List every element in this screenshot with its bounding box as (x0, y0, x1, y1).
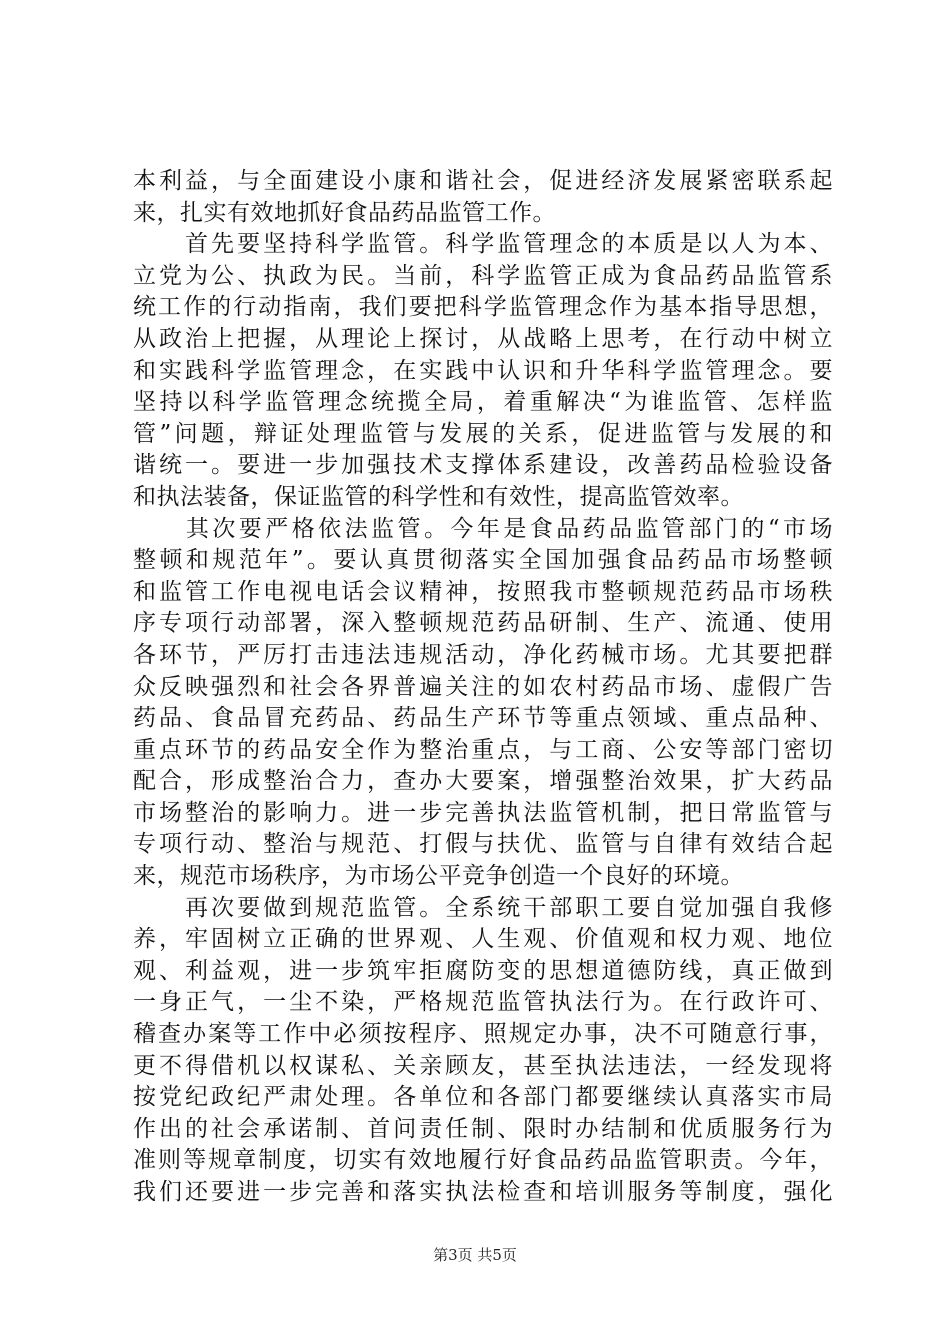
text-line: 养，牢固树立正确的世界观、人生观、价值观和权力观、地位 (133, 926, 833, 953)
text-line: 市场整治的影响力。进一步完善执法监管机制，把日常监管与 (133, 799, 833, 826)
text-line: 整顿和规范年”。要认真贯彻落实全国加强食品药品市场整顿 (133, 547, 833, 574)
text-line: 众反映强烈和社会各界普遍关注的如农村药品市场、虚假广告 (133, 673, 833, 700)
text-line: 专项行动、整治与规范、打假与扶优、监管与自律有效结合起 (133, 831, 833, 858)
text-line: 和实践科学监管理念，在实践中认识和升华科学监管理念。要 (133, 357, 833, 384)
text-line: 和监管工作电视电话会议精神，按照我市整顿规范药品市场秩 (133, 578, 833, 605)
text-line: 更不得借机以权谋私、关亲顾友，甚至执法违法，一经发现将 (133, 1052, 833, 1079)
text-line: 药品、食品冒充药品、药品生产环节等重点领域、重点品种、 (133, 705, 833, 732)
text-line: 本利益，与全面建设小康和谐社会，促进经济发展紧密联系起 (133, 168, 833, 194)
text-line: 从政治上把握，从理论上探讨，从战略上思考，在行动中树立 (133, 325, 833, 352)
text-line: 作出的社会承诺制、首问责任制、限时办结制和优质服务行为 (133, 1115, 833, 1142)
text-line: 序专项行动部署，深入整顿规范药品研制、生产、流通、使用 (133, 610, 833, 637)
text-line: 首先要坚持科学监管。科学监管理念的本质是以人为本、 (133, 231, 833, 258)
text-line: 坚持以科学监管理念统揽全局，着重解决“为谁监管、怎样监 (133, 389, 833, 416)
text-line: 立党为公、执政为民。当前，科学监管正成为食品药品监管系 (133, 262, 833, 289)
text-line: 各环节，严厉打击违法违规活动，净化药械市场。尤其要把群 (133, 641, 833, 668)
text-line: 再次要做到规范监管。全系统干部职工要自觉加强自我修 (133, 894, 833, 921)
text-line: 其次要严格依法监管。今年是食品药品监管部门的“市场 (133, 515, 833, 542)
text-line: 配合，形成整治合力，查办大要案，增强整治效果，扩大药品 (133, 768, 833, 795)
text-line: 按党纪政纪严肃处理。各单位和各部门都要继续认真落实市局 (133, 1084, 833, 1111)
text-line: 谐统一。要进一步加强技术支撑体系建设，改善药品检验设备 (133, 452, 833, 479)
text-line: 观、利益观，进一步筑牢拒腐防变的思想道德防线，真正做到 (133, 957, 833, 984)
text-line: 统工作的行动指南，我们要把科学监管理念作为基本指导思想， (133, 294, 833, 321)
text-line: 一身正气，一尘不染，严格规范监管执法行为。在行政许可、 (133, 989, 833, 1016)
document-body (133, 166, 833, 1209)
text-line: 准则等规章制度，切实有效地履行好食品药品监管职责。今年， (133, 1147, 833, 1174)
text-line: 来，扎实有效地抓好食品药品监管工作。 (133, 199, 556, 226)
text-line: 稽查办案等工作中必须按程序、照规定办事，决不可随意行事， (133, 1021, 833, 1048)
text-line: 和执法装备，保证监管的科学性和有效性，提高监管效率。 (133, 483, 744, 510)
text-line: 来，规范市场秩序，为市场公平竞争创造一个良好的环境。 (133, 863, 744, 890)
text-line: 我们还要进一步完善和落实执法检查和培训服务等制度，强化 (133, 1179, 833, 1205)
text-line: 管”问题，辩证处理监管与发展的关系，促进监管与发展的和 (133, 420, 833, 447)
text-line: 重点环节的药品安全作为整治重点，与工商、公安等部门密切 (133, 736, 833, 763)
page-number-footer: 第3页 共5页 (433, 1246, 517, 1264)
